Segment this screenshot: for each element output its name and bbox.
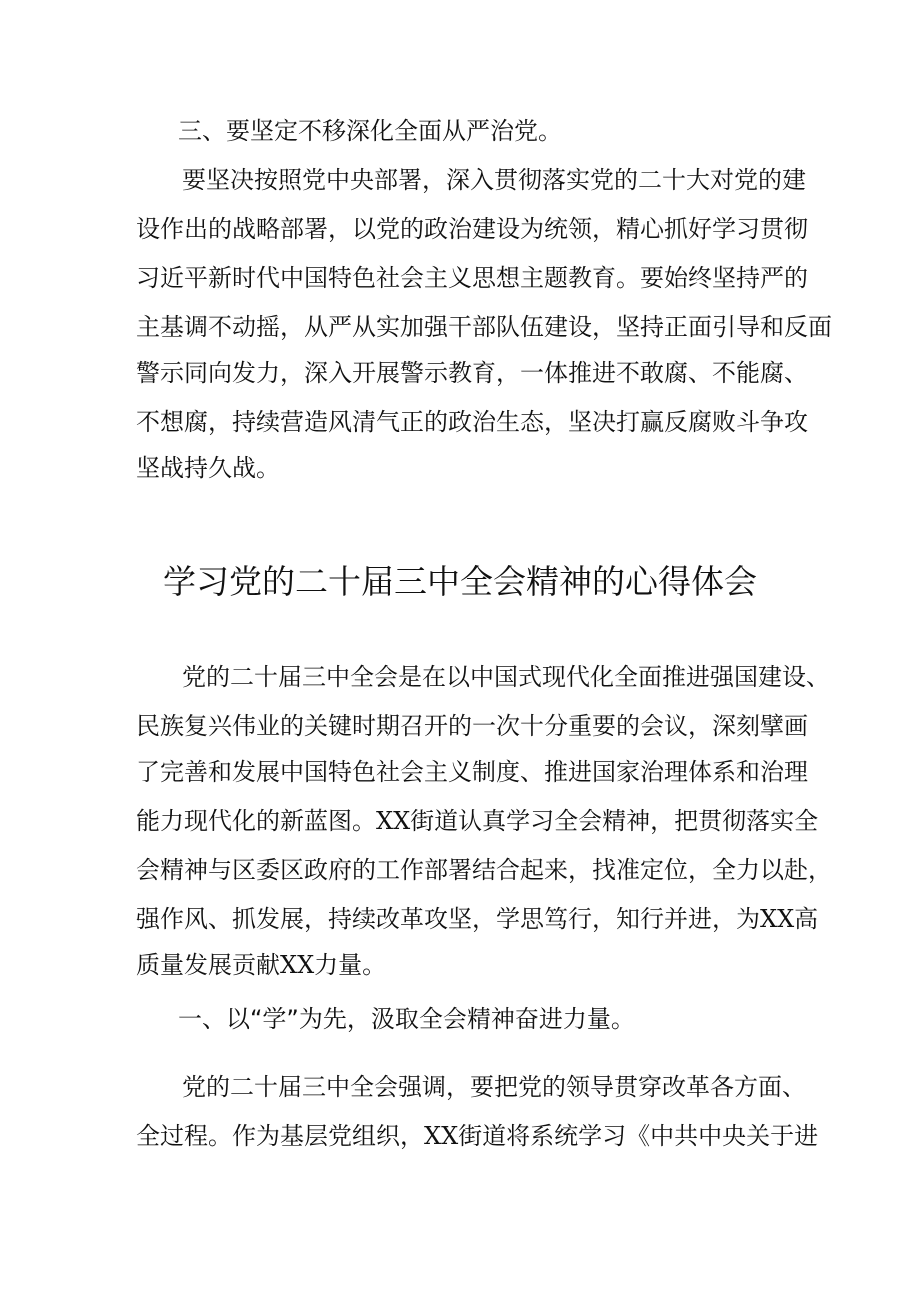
paragraph-line: 要坚决按照党中央部署，深入贯彻落实党的二十大对党的建	[182, 166, 806, 194]
article-title: 学习党的二十届三中全会精神的心得体会	[163, 562, 757, 601]
paragraph-line: 设作出的战略部署，以党的政治建设为统领，精心抓好学习贯彻	[136, 215, 808, 243]
paragraph-line: 党的二十届三中全会是在以中国式现代化全面推进强国建设、	[182, 663, 830, 691]
paragraph-line: 坚战持久战。	[136, 454, 280, 482]
paragraph-line: 会精神与区委区政府的工作部署结合起来，找准定位，全力以赴，	[136, 856, 832, 884]
paragraph-line: 质量发展贡献XX力量。	[136, 951, 387, 979]
section-heading: 一、以“学”为先，汲取全会精神奋进力量。	[178, 1005, 635, 1033]
paragraph-line: 党的二十届三中全会强调，要把党的领导贯穿改革各方面、	[182, 1073, 806, 1101]
paragraph-line: 强作风、抓发展，持续改革攻坚，学思笃行，知行并进，为XX高	[136, 905, 819, 933]
paragraph-line: 警示同向发力，深入开展警示教育，一体推进不敢腐、不能腐、	[136, 359, 808, 387]
paragraph-line: 全过程。作为基层党组织，XX街道将系统学习《中共中央关于进	[136, 1122, 819, 1150]
paragraph-line: 习近平新时代中国特色社会主义思想主题教育。要始终坚持严的	[136, 264, 808, 292]
paragraph-line: 不想腐，持续营造风清气正的政治生态，坚决打赢反腐败斗争攻	[136, 408, 808, 436]
paragraph-line: 能力现代化的新蓝图。XX街道认真学习全会精神，把贯彻落实全	[136, 807, 819, 835]
paragraph-line: 民族复兴伟业的关键时期召开的一次十分重要的会议，深刻擘画	[136, 712, 808, 740]
paragraph-line: 主基调不动摇，从严从实加强干部队伍建设，坚持正面引导和反面	[136, 313, 832, 341]
section-heading: 三、要坚定不移深化全面从严治党。	[178, 117, 562, 145]
paragraph-line: 了完善和发展中国特色社会主义制度、推进国家治理体系和治理	[136, 758, 808, 786]
